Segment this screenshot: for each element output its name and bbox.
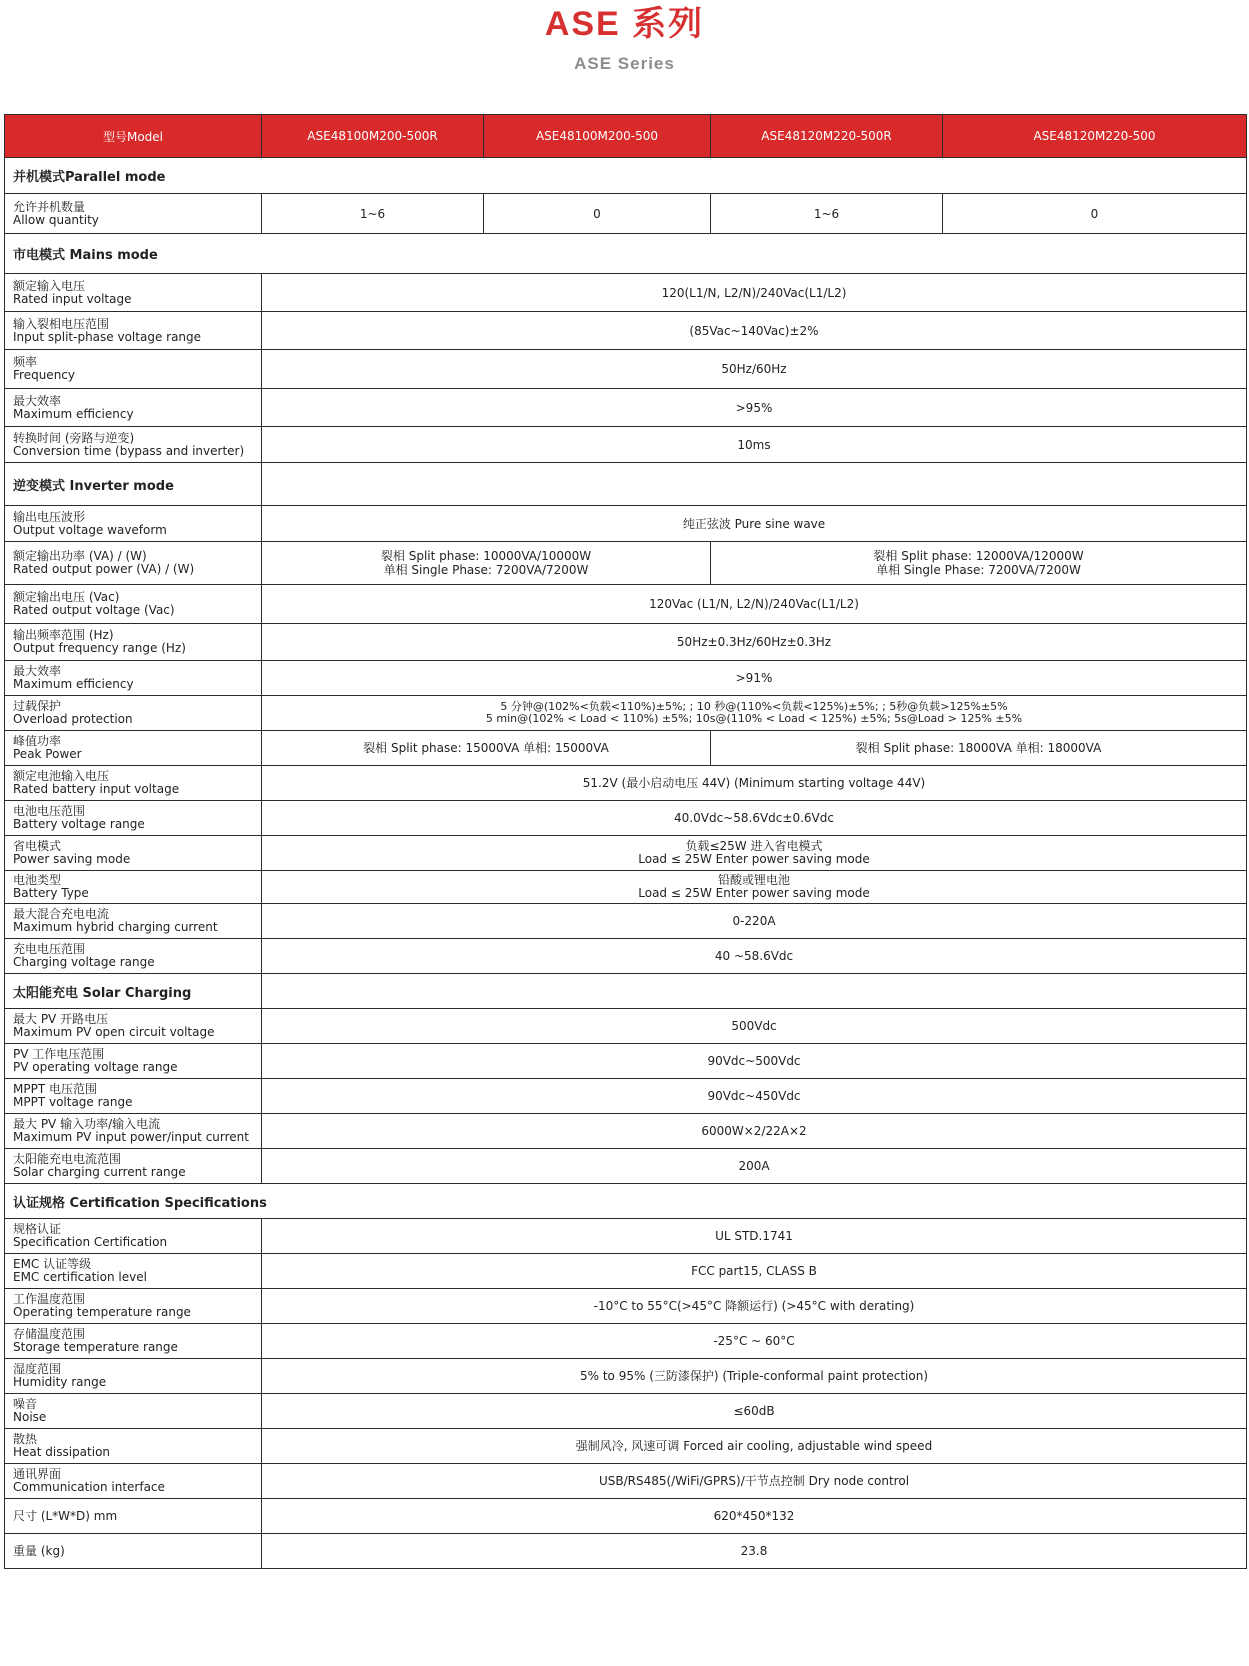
section-title: 逆变模式 Inverter mode (5, 463, 262, 506)
label-en: EMC certification level (13, 1270, 147, 1284)
label-cn: 噪音 (13, 1397, 38, 1411)
label-cn: 最大效率 (13, 393, 62, 408)
label-cn: 过载保护 (13, 699, 62, 713)
page-header (0, 0, 1249, 112)
row-label (5, 1114, 262, 1149)
section-blank (262, 463, 1247, 506)
value-cell: 500Vdc (262, 1009, 1247, 1044)
value-cell: ≤60dB (262, 1394, 1247, 1429)
label-cn: 允许并机数量 (13, 199, 86, 214)
row-battery-voltage (5, 766, 1247, 801)
label-cn: 散热 (13, 1432, 38, 1446)
section-title: 并机模式Parallel mode (5, 158, 1247, 194)
label-en: Storage temperature range (13, 1340, 178, 1354)
label-cn: 输入裂相电压范围 (13, 316, 110, 331)
row-label (5, 1149, 262, 1184)
value-cell: -10°C to 55°C(>45°C 降额运行) (>45°C with derating) (262, 1289, 1247, 1324)
value-line: 单相 Single Phase: 7200VA/7200W (383, 563, 589, 577)
value-cell (262, 871, 1247, 904)
label-cn: 输出电压波形 (13, 509, 86, 524)
row-humidity (5, 1359, 1247, 1394)
section-solar (5, 974, 1247, 1009)
value-cell: 0 (943, 194, 1247, 234)
row-rated-output-voltage (5, 585, 1247, 624)
row-label (5, 1464, 262, 1499)
section-title: 认证规格 Certification Specifications (5, 1184, 1247, 1219)
value-line: 裂相 Split phase: 12000VA/12000W (873, 549, 1084, 563)
label-cn: 额定输出功率 (VA) / (W) (13, 549, 147, 563)
value-cell: 50Hz±0.3Hz/60Hz±0.3Hz (262, 624, 1247, 661)
row-label (5, 661, 262, 696)
label-en: Output frequency range (Hz) (13, 641, 186, 655)
label-en: Output voltage waveform (13, 522, 167, 537)
label-en: Solar charging current range (13, 1165, 186, 1179)
row-battery-range (5, 801, 1247, 836)
row-size (5, 1499, 1247, 1534)
value-cell: 50Hz/60Hz (262, 350, 1247, 389)
label-en: Humidity range (13, 1375, 107, 1389)
row-power-saving (5, 836, 1247, 871)
value-cell (711, 542, 1247, 585)
label-cn: 电池电压范围 (13, 804, 86, 818)
header-row (5, 115, 1247, 158)
section-inverter (5, 463, 1247, 506)
value-cell: 5% to 95% (三防漆保护) (Triple-conformal paint protection) (262, 1359, 1247, 1394)
label-en: MPPT voltage range (13, 1095, 133, 1109)
value-line: 5 分钟@(102%<负载<110%)±5%; ; 10 秒@(110%<负载<125%)±5%; ; 5秒@负载>125%±5% (500, 700, 1008, 713)
label-cn: 最大效率 (13, 664, 62, 678)
row-label (5, 1394, 262, 1429)
row-overload (5, 696, 1247, 731)
label-en: Noise (13, 1410, 47, 1424)
row-label (5, 731, 262, 766)
row-inverter-efficiency (5, 661, 1247, 696)
value-cell: 0 (484, 194, 711, 234)
row-peak-power (5, 731, 1247, 766)
label-en: Maximum hybrid charging current (13, 920, 218, 934)
value-cell: 纯正弦波 Pure sine wave (262, 506, 1247, 542)
row-hybrid-charging (5, 904, 1247, 939)
row-label (5, 1079, 262, 1114)
section-blank (262, 974, 1247, 1009)
label-en: Power saving mode (13, 852, 131, 866)
label-cn: 充电电压范围 (13, 942, 86, 956)
label-en: Frequency (13, 368, 75, 382)
value-cell: 0-220A (262, 904, 1247, 939)
label-cn: 省电模式 (13, 839, 62, 853)
row-label (5, 1289, 262, 1324)
model-header: 型号Model (5, 115, 262, 158)
label-cn: 太阳能充电电流范围 (13, 1152, 122, 1166)
label-en: Input split-phase voltage range (13, 329, 202, 344)
label-cn: 湿度范围 (13, 1362, 62, 1376)
row-spec-certification (5, 1219, 1247, 1254)
section-title: 太阳能充电 Solar Charging (5, 974, 262, 1009)
value-cell (262, 696, 1247, 731)
label-cn: 尺寸 (L*W*D) mm (13, 1508, 118, 1523)
label-en: Rated input voltage (13, 291, 132, 306)
row-operating-temperature (5, 1289, 1247, 1324)
row-emc-level (5, 1254, 1247, 1289)
row-split-range (5, 312, 1247, 350)
value-cell: (85Vac~140Vac)±2% (262, 312, 1247, 350)
label-en: Operating temperature range (13, 1305, 191, 1319)
value-cell: -25°C ~ 60°C (262, 1324, 1247, 1359)
value-cell: 6000W×2/22A×2 (262, 1114, 1247, 1149)
label-en: Maximum efficiency (13, 406, 134, 421)
label-cn: 额定输入电压 (13, 278, 86, 293)
row-label (5, 1499, 262, 1534)
row-label (5, 1534, 262, 1569)
value-cell: FCC part15, CLASS B (262, 1254, 1247, 1289)
row-label (5, 194, 262, 234)
label-en: Allow quantity (13, 212, 99, 227)
label-en: Maximum efficiency (13, 677, 134, 691)
value-line: 裂相 Split phase: 10000VA/10000W (380, 549, 592, 563)
row-heat-dissipation (5, 1429, 1247, 1464)
section-mains (5, 234, 1247, 274)
label-en: PV operating voltage range (13, 1060, 178, 1074)
row-label (5, 506, 262, 542)
page-title: ASE 系列 (544, 5, 705, 43)
row-waveform (5, 506, 1247, 542)
row-solar-charging-current (5, 1149, 1247, 1184)
row-label (5, 274, 262, 312)
value-cell: >91% (262, 661, 1247, 696)
value-cell: UL STD.1741 (262, 1219, 1247, 1254)
row-battery-type (5, 871, 1247, 904)
row-pv-open-voltage (5, 1009, 1247, 1044)
label-cn: 输出频率范围 (Hz) (13, 628, 114, 642)
value-cell: 23.8 (262, 1534, 1247, 1569)
row-charging-voltage (5, 939, 1247, 974)
row-label (5, 696, 262, 731)
label-en: Maximum PV open circuit voltage (13, 1025, 215, 1039)
label-cn: MPPT 电压范围 (13, 1082, 97, 1096)
value-cell: 1~6 (262, 194, 484, 234)
value-cell: >95% (262, 389, 1247, 427)
label-en: Battery Type (13, 886, 89, 900)
value-cell: 强制风冷, 风速可调 Forced air cooling, adjustable wind speed (262, 1429, 1247, 1464)
value-cell: 90Vdc~450Vdc (262, 1079, 1247, 1114)
row-pv-input-power (5, 1114, 1247, 1149)
row-label (5, 312, 262, 350)
row-label (5, 801, 262, 836)
spec-table (4, 114, 1247, 1569)
label-en: Overload protection (13, 712, 133, 726)
label-cn: 额定输出电压 (Vac) (13, 590, 120, 604)
row-label (5, 1009, 262, 1044)
label-en: Rated output voltage (Vac) (13, 603, 175, 617)
row-label (5, 1254, 262, 1289)
value-line: 负载≤25W 进入省电模式 (685, 839, 823, 853)
value-line: Load ≤ 25W Enter power saving mode (638, 852, 870, 866)
label-cn: 存储温度范围 (13, 1327, 86, 1341)
label-en: Peak Power (13, 747, 82, 761)
label-en: Rated output power (VA) / (W) (13, 562, 195, 576)
label-en: Charging voltage range (13, 955, 155, 969)
row-label (5, 1324, 262, 1359)
label-cn: 通讯界面 (13, 1467, 62, 1481)
row-label (5, 904, 262, 939)
row-label (5, 542, 262, 585)
row-mppt-voltage (5, 1079, 1247, 1114)
row-label (5, 1044, 262, 1079)
value-cell: 620*450*132 (262, 1499, 1247, 1534)
row-label (5, 939, 262, 974)
value-cell: 裂相 Split phase: 18000VA 单相: 18000VA (711, 731, 1247, 766)
value-cell: 40.0Vdc~58.6Vdc±0.6Vdc (262, 801, 1247, 836)
label-cn: 电池类型 (13, 873, 62, 887)
value-cell: 40 ~58.6Vdc (262, 939, 1247, 974)
row-label (5, 427, 262, 463)
row-output-frequency (5, 624, 1247, 661)
section-certification (5, 1184, 1247, 1219)
label-cn: 最大混合充电电流 (13, 907, 110, 921)
label-en: Maximum PV input power/input current (13, 1130, 249, 1144)
row-label (5, 624, 262, 661)
label-en: Specification Certification (13, 1235, 168, 1249)
row-label (5, 1429, 262, 1464)
row-weight (5, 1534, 1247, 1569)
value-line: 铅酸或锂电池 (717, 873, 790, 887)
label-cn: 额定电池输入电压 (13, 769, 110, 783)
row-rated-input (5, 274, 1247, 312)
section-parallel (5, 158, 1247, 194)
page-subtitle: ASE Series (574, 54, 675, 73)
row-label (5, 1359, 262, 1394)
label-cn: 最大 PV 输入功率/输入电流 (13, 1117, 161, 1131)
label-en: Heat dissipation (13, 1445, 111, 1459)
row-communication (5, 1464, 1247, 1499)
row-conversion-time (5, 427, 1247, 463)
value-cell: 120Vac (L1/N, L2/N)/240Vac(L1/L2) (262, 585, 1247, 624)
value-cell: 120(L1/N, L2/N)/240Vac(L1/L2) (262, 274, 1247, 312)
row-label (5, 836, 262, 871)
label-en: Communication interface (13, 1480, 165, 1494)
label-cn: 峰值功率 (13, 734, 62, 748)
label-cn: 工作温度范围 (13, 1292, 86, 1306)
value-line: 5 min@(102% < Load < 110%) ±5%; 10s@(110% < Load < 125%) ±5%; 5s@Load > 125% ±5% (485, 712, 1023, 725)
value-line: 单相 Single Phase: 7200VA/7200W (876, 563, 1081, 577)
value-line: Load ≤ 25W Enter power saving mode (638, 886, 870, 900)
row-storage-temperature (5, 1324, 1247, 1359)
row-label (5, 389, 262, 427)
row-pv-operating-voltage (5, 1044, 1247, 1079)
label-en: Conversion time (bypass and inverter) (13, 443, 245, 458)
row-label (5, 1219, 262, 1254)
value-cell: 10ms (262, 427, 1247, 463)
value-cell: USB/RS485(/WiFi/GPRS)/干节点控制 Dry node control (262, 1464, 1247, 1499)
label-cn: 转换时间 (旁路与逆变) (13, 430, 135, 445)
row-allow-quantity (5, 194, 1247, 234)
model-column-1: ASE48100M200-500R (262, 115, 484, 158)
label-en: Rated battery input voltage (13, 782, 180, 796)
value-cell: 51.2V (最小启动电压 44V) (Minimum starting voltage 44V) (262, 766, 1247, 801)
row-noise (5, 1394, 1247, 1429)
row-rated-power (5, 542, 1247, 585)
row-label (5, 766, 262, 801)
value-cell: 200A (262, 1149, 1247, 1184)
label-cn: 重量 (kg) (13, 1543, 65, 1558)
value-cell: 1~6 (711, 194, 943, 234)
label-cn: PV 工作电压范围 (13, 1047, 105, 1061)
row-label (5, 585, 262, 624)
row-frequency (5, 350, 1247, 389)
value-cell: 裂相 Split phase: 15000VA 单相: 15000VA (262, 731, 711, 766)
model-column-4: ASE48120M220-500 (943, 115, 1247, 158)
section-title: 市电模式 Mains mode (5, 234, 1247, 274)
label-cn: 最大 PV 开路电压 (13, 1012, 109, 1026)
label-cn: 频率 (13, 355, 38, 369)
row-label (5, 871, 262, 904)
model-column-2: ASE48100M200-500 (484, 115, 711, 158)
row-mains-efficiency (5, 389, 1247, 427)
value-cell (262, 836, 1247, 871)
label-cn: EMC 认证等级 (13, 1257, 92, 1271)
row-label (5, 350, 262, 389)
label-en: Battery voltage range (13, 817, 145, 831)
label-cn: 规格认证 (13, 1222, 62, 1236)
model-column-3: ASE48120M220-500R (711, 115, 943, 158)
value-cell: 90Vdc~500Vdc (262, 1044, 1247, 1079)
value-cell (262, 542, 711, 585)
